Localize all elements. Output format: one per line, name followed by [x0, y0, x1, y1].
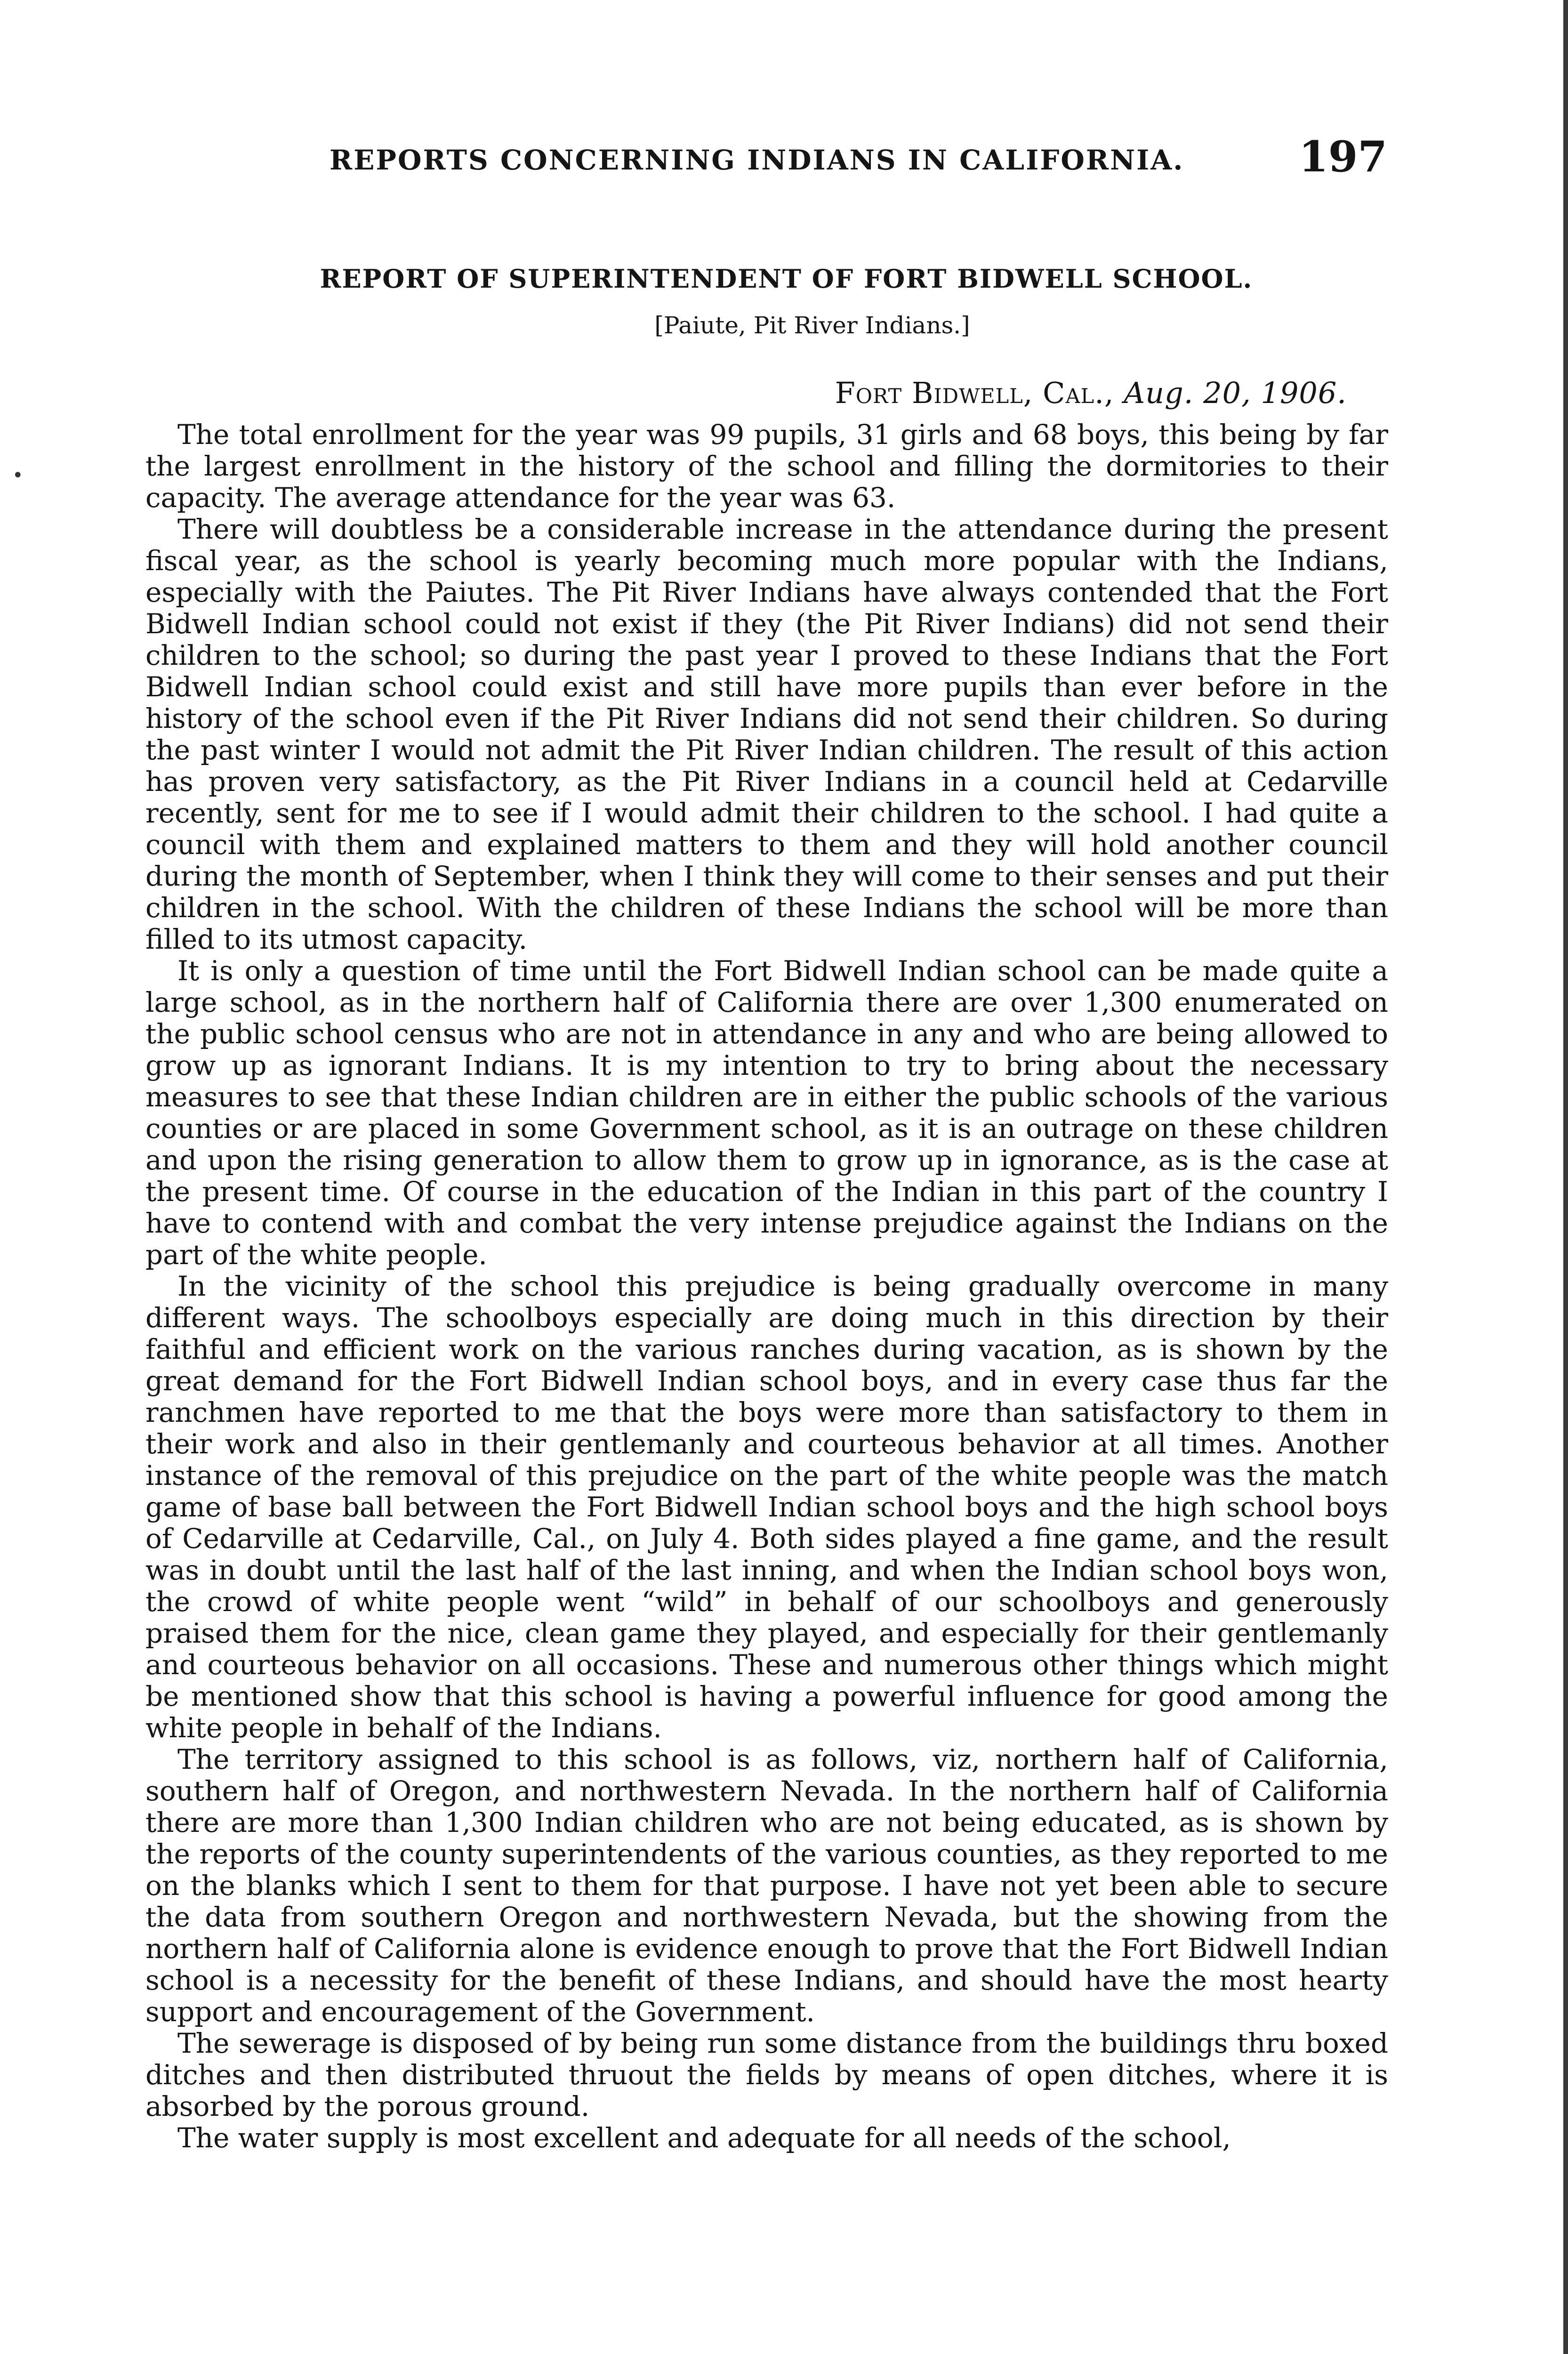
paragraph-prejudice: In the vicinity of the school this prejudice is being gradually overcome in many different ways. The schoolboys especially are doing much in this direction by their faithful and efficient work on the various ranches during vacation, as is shown by the great demand for the Fort Bidwell Indian school boys, and in every case thus far the ranchmen have reported to me that the boys were more than satisfactory to them in their work and also in their gentlemanly and courteous behavior at all times. Another instance of the removal of this prejudice on the part of the white people was the match game of base ball between the Fort Bidwell Indian school boys and the high school boys of Cedarville at Cedarville, Cal., on July 4. Both sides played a fine game, and the result was in doubt until the last half of the last inning, and when the Indian school boys won, the crowd of white people went “wild” in behalf of our schoolboys and generously praised them for the nice, clean game they played, and especially for their gentlemanly and courteous behavior on all occasions. These and numerous other things which might be mentioned show that this school is having a powerful influence for good among the white people in behalf of the Indians.	[145, 1270, 1388, 1744]
paragraph-territory: The territory assigned to this school is as follows, viz, northern half of California, southern half of Oregon, and northwestern Nevada. In the northern half of California there are more than 1,300 Indian children who are not being educated, as is shown by the reports of the county superintendents of the various counties, as they reported to me on the blanks which I sent to them for that purpose. I have not yet been able to secure the data from southern Oregon and northwestern Nevada, but the showing from the northern half of California alone is evidence enough to prove that the Fort Bidwell Indian school is a necessity for the benefit of these Indians, and should have the most hearty support and encouragement of the Government.	[145, 1743, 1388, 2028]
page-edge-line	[1563, 0, 1568, 2354]
dateline-date: Aug. 20, 1906.	[1124, 376, 1347, 410]
page-number: 197	[1299, 132, 1387, 182]
paragraph-water-supply: The water supply is most excellent and adequate for all needs of the school,	[177, 2122, 1231, 2154]
dateline	[835, 376, 1347, 410]
paragraph-attendance-increase: There will doubtless be a considerable increase in the attendance during the present fiscal year, as the school is yearly becoming much more popular with the Indians, especially with the Paiutes. The Pit River Indians have always contended that the Fort Bidwell Indian school could not exist if they (the Pit River Indians) did not send their children to the school; so during the past year I proved to these Indians that the Fort Bidwell Indian school could exist and still have more pupils than ever before in the history of the school even if the Pit River Indians did not send their children. So during the past winter I would not admit the Pit River Indian children. The result of this action has proven very satisfactory, as the Pit River Indians in a council held at Cedarville recently, sent for me to see if I would admit their children to the school. I had quite a council with them and explained matters to them and they will hold another council during the month of September, when I think they will come to their senses and put their children in the school. With the children of these Indians the school will be more than filled to its utmost capacity.	[145, 513, 1388, 955]
report-body	[145, 419, 1388, 2154]
paragraph-sewerage: The sewerage is disposed of by being run some distance from the buildings thru boxed ditches and then distributed thruout the fields by means of open ditches, where it is absorbed by the porous ground.	[145, 2027, 1388, 2122]
paragraph-school-growth: It is only a question of time until the Fort Bidwell Indian school can be made quite a large school, as in the northern half of California there are over 1,300 enumerated on the public school census who are not in attendance in any and who are being allowed to grow up as ignorant Indians. It is my intention to try to bring about the necessary measures to see that these Indian children are in either the public schools of the various counties or are placed in some Government school, as it is an outrage on these children and upon the rising generation to allow them to grow up in ignorance, as is the case at the present time. Of course in the education of the Indian in this part of the country I have to contend with and combat the very intense prejudice against the Indians on the part of the white people.	[145, 955, 1388, 1271]
paragraph-enrollment: The total enrollment for the year was 99 pupils, 31 girls and 68 boys, this being by far the largest enrollment in the history of the school and filling the dormitories to their capacity. The average attendance for the year was 63.	[145, 419, 1388, 514]
dateline-place: Fort Bidwell, Cal.,	[835, 376, 1114, 410]
margin-mark: •	[12, 465, 24, 486]
report-subtitle: [Paiute, Pit River Indians.]	[654, 312, 970, 339]
report-title: REPORT OF SUPERINTENDENT OF FORT BIDWELL SCHOOL.	[320, 264, 1253, 294]
running-head: REPORTS CONCERNING INDIANS IN CALIFORNIA.	[330, 144, 1184, 176]
